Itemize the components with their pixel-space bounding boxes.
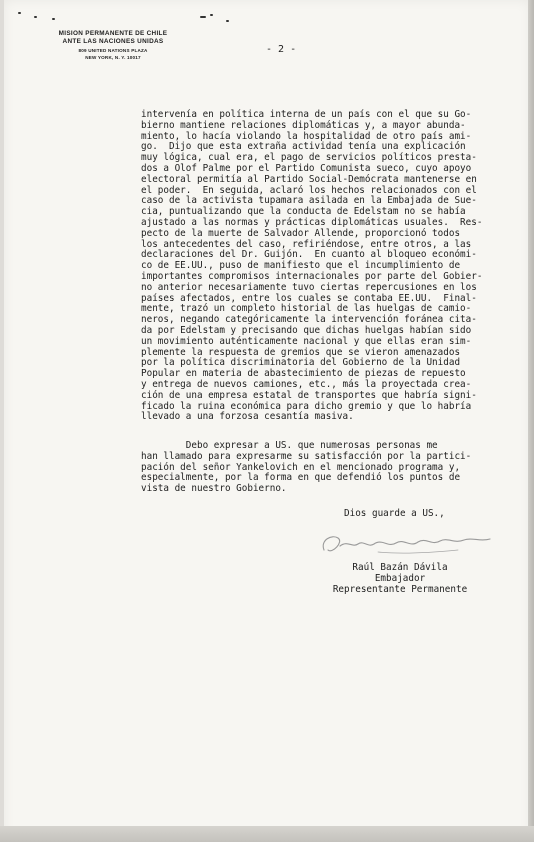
text-line: co de EE.UU., puso de manifiesto que el incumplimiento de (141, 260, 461, 272)
handwritten-signature (318, 526, 498, 560)
scan-bottom-band (0, 826, 534, 842)
text-line: muy lógica, cual era, el pago de servicios políticos presta- (141, 152, 477, 164)
text-line: miento, lo hacía violando la hospitalidad de otro país ami- (141, 130, 472, 142)
text-line: da por Edelstam y precisando que dichas huelgas habían sido (141, 324, 472, 336)
page-number: - 2 - (266, 44, 297, 55)
letterhead-organization: ANTE LAS NACIONES UNIDAS (62, 38, 164, 45)
letterhead-mission: MISION PERMANENTE DE CHILE (58, 30, 168, 37)
page-edge-shadow (528, 0, 534, 842)
text-line: pación del señor Yankelovich en el mencionado programa y, (141, 461, 461, 473)
signer-title: Embajador (374, 572, 426, 584)
body-paragraph-1 (141, 110, 521, 423)
text-line: bierno mantiene relaciones diplomáticas y, a mayor abunda- (141, 119, 466, 131)
text-line: cia, puntualizando que la conducta de Edelstam no se había (141, 206, 466, 218)
text-line: el poder. En seguida, aclaró los hechos relacionados con el (141, 184, 477, 196)
scan-speck (34, 16, 37, 18)
text-line: plemente la respuesta de gremios que se vieron amenazados (141, 346, 461, 358)
scan-marks (4, 10, 534, 30)
text-line: vista de nuestro Gobierno. (141, 483, 287, 495)
text-line: ficado la ruina económica para dicho gremio y que lo habría (141, 400, 472, 412)
text-line: llevado a una forzosa cesantía masiva. (141, 411, 354, 423)
signer-name: Raúl Bazán Dávila (352, 562, 448, 573)
scan-speck (200, 16, 206, 18)
scan-speck (226, 20, 229, 22)
signer-position: Representante Permanente (332, 583, 468, 595)
scan-speck (210, 14, 213, 16)
text-line: los antecedentes del caso, refiriéndose, entre otros, a las (141, 238, 472, 250)
text-line: caso de la activista tupamara asilada en la Embajada de Sue- (141, 195, 477, 207)
text-line: Popular en materia de abastecimiento de piezas de repuesto (141, 368, 466, 380)
text-line: declaraciones del Dr. Guijón. En cuanto al bloqueo económi- (141, 249, 477, 261)
text-line: pecto de la muerte de Salvador Allende, proporcionó todos (141, 227, 461, 239)
text-line: un movimiento auténticamente nacional y que ellas eran sim- (141, 335, 472, 347)
letterhead-street: 809 UNITED NATIONS PLAZA (78, 48, 148, 53)
text-line: países afectados, entre los cuales se contaba EE.UU. Final- (141, 292, 477, 304)
scan-speck (52, 18, 55, 20)
signature-block (330, 563, 470, 595)
text-line: dos a Olof Palme por el Partido Comunista sueco, cuyo apoyo (141, 162, 472, 174)
scan-speck (18, 12, 21, 14)
text-line: intervenía en política interna de un país con el que su Go- (141, 109, 472, 120)
text-line: han llamado para expresarme su satisfacción por la partici- (141, 450, 472, 462)
closing-salutation: Dios guarde a US., (344, 508, 445, 519)
text-line: Debo expresar a US. que numerosas personas me (141, 440, 438, 451)
text-line: por la política discriminatoria del Gobierno de la Unidad (141, 357, 461, 369)
text-line: y entrega de nuevos camiones, etc., más la proyectada crea- (141, 378, 472, 390)
text-line: ajustado a las normas y prácticas diplomáticas usuales. Res- (141, 216, 483, 228)
text-line: no anterior necesariamente tuvo ciertas repercusiones en los (141, 281, 477, 293)
text-line: go. Dijo que esta extraña actividad tenía una explicación (141, 141, 466, 153)
text-line: ción de una empresa estatal de transportes que habría signi- (141, 389, 477, 401)
text-line: electoral permitía al Partido Social-Demócrata mantenerse en (141, 173, 477, 185)
body-paragraph-2 (141, 441, 521, 495)
letterhead-city: NEW YORK, N. Y. 10017 (85, 55, 141, 60)
letterhead (38, 30, 188, 61)
text-line: especialmente, por la forma en que defendió los puntos de (141, 472, 461, 484)
text-line: mente, trazó un completo historial de las huelgas de camio- (141, 303, 472, 315)
text-line: importantes compromisos internacionales por parte del Gobier- (141, 270, 483, 282)
text-line: neros, negando categóricamente la intervención foránea cita- (141, 314, 477, 326)
